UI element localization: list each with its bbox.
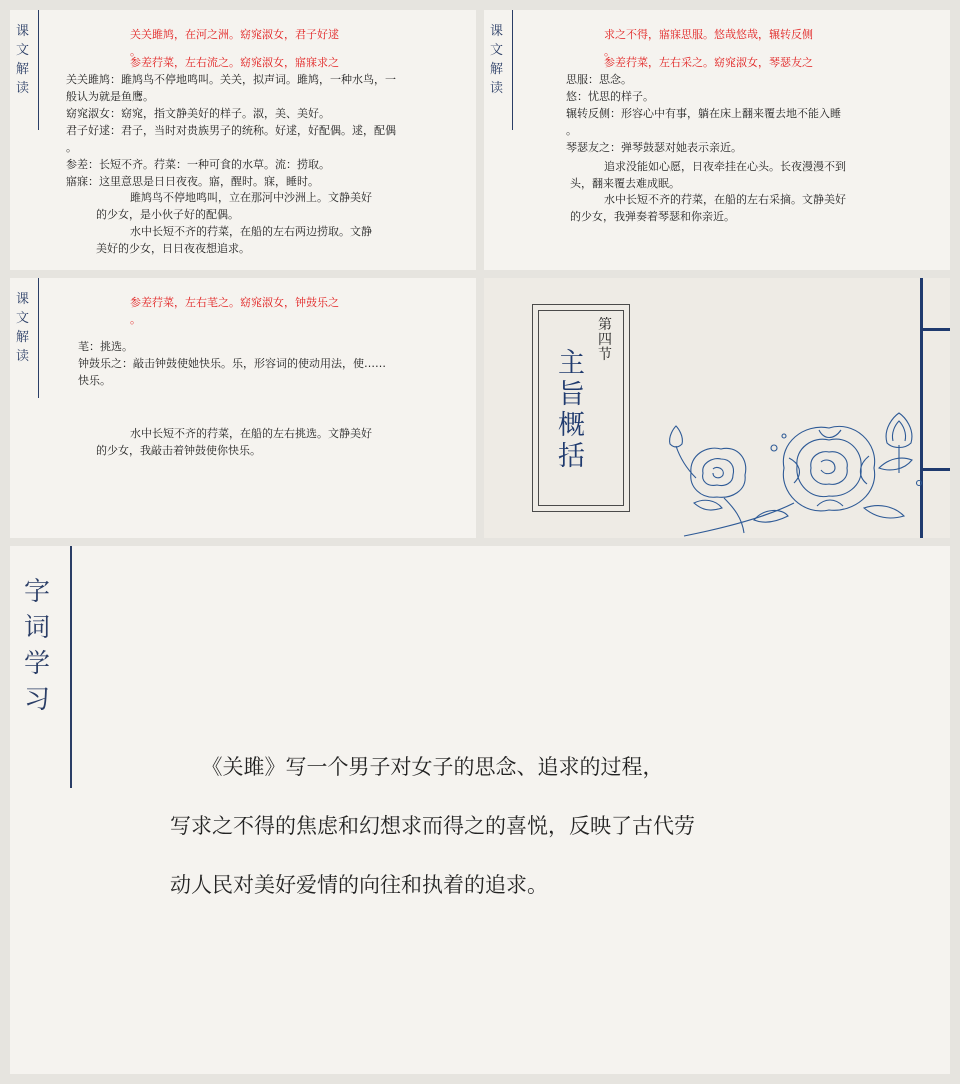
annotation-line: 快乐。 xyxy=(78,374,111,387)
annotation-line: 的少女，是小伙子好的配偶。 xyxy=(96,208,239,221)
annotation-line: 芼：挑选。 xyxy=(78,340,133,353)
side-divider xyxy=(38,278,39,398)
annotation-line: 雎鸠鸟不停地鸣叫，立在那河中沙洲上。文静美好 xyxy=(130,191,372,204)
annotation-line: 头，翻来覆去难成眠。 xyxy=(570,177,680,190)
side-label-text: 课文解读 xyxy=(16,24,30,96)
annotation-line: 。 xyxy=(566,124,577,137)
poem-line: 求之不得，寤寐思服。悠哉悠哉，辗转反侧 xyxy=(604,28,813,41)
slide-1 xyxy=(10,10,476,270)
annotation-line: 君子好逑：君子，当时对贵族男子的统称。好逑，好配偶。逑，配偶 xyxy=(66,124,396,137)
annotation-line: 般认为就是鱼鹰。 xyxy=(66,90,154,103)
poem-line: 。 xyxy=(604,45,615,58)
annotation-line: 。 xyxy=(66,141,77,154)
right-border-tick xyxy=(920,328,950,331)
annotation-line: 的少女，我弹奏着琴瑟和你亲近。 xyxy=(570,210,735,223)
annotation-line: 琴瑟友之：弹琴鼓瑟对她表示亲近。 xyxy=(566,141,742,154)
slide-main xyxy=(10,546,950,1074)
section-title: 主旨概括 xyxy=(558,348,585,472)
poem-line: 参差荇菜，左右采之。窈窕淑女，琴瑟友之 xyxy=(604,56,813,69)
slide-section-title xyxy=(484,278,950,538)
side-divider xyxy=(38,10,39,130)
annotation-line: 思服：思念。 xyxy=(566,73,632,86)
annotation-line: 水中长短不齐的荇菜，在船的左右挑选。文静美好 xyxy=(130,427,372,440)
slide-3 xyxy=(10,278,476,538)
annotation-line: 追求没能如心愿，日夜牵挂在心头。长夜漫漫不到 xyxy=(604,160,846,173)
peony-flower-illustration-icon xyxy=(664,408,934,538)
summary-line: 写求之不得的焦虑和幻想求而得之的喜悦，反映了古代劳 xyxy=(170,814,695,838)
summary-line: 动人民对美好爱情的向往和执着的追求。 xyxy=(170,873,548,897)
annotation-line: 钟鼓乐之：敲击钟鼓使她快乐。乐，形容词的使动用法，使…… xyxy=(78,357,386,370)
poem-line: 。 xyxy=(130,313,141,326)
poem-line: 。 xyxy=(130,45,141,58)
side-label-text: 课文解读 xyxy=(16,292,30,364)
annotation-line: 参差：长短不齐。荇菜：一种可食的水草。流：捞取。 xyxy=(66,158,330,171)
annotation-line: 窈窕淑女：窈窕，指文静美好的样子。淑，美、美好。 xyxy=(66,107,330,120)
summary-line: 《关雎》写一个男子对女子的思念、追求的过程， xyxy=(170,755,664,779)
annotation-line: 的少女，我敲击着钟鼓使你快乐。 xyxy=(96,444,261,457)
section-number: 第四节 xyxy=(598,317,612,363)
slide-2 xyxy=(484,10,950,270)
poem-line: 关关雎鸠，在河之洲。窈窕淑女，君子好逑 xyxy=(130,28,339,41)
annotation-line: 美好的少女，日日夜夜想追求。 xyxy=(96,242,250,255)
annotation-line: 关关雎鸠：雎鸠鸟不停地鸣叫。关关，拟声词。雎鸠，一种水鸟，一 xyxy=(66,73,396,86)
annotation-line: 水中长短不齐的荇菜，在船的左右两边捞取。文静 xyxy=(130,225,372,238)
side-divider xyxy=(70,546,72,788)
poem-line: 参差荇菜，左右流之。窈窕淑女，寤寐求之 xyxy=(130,56,339,69)
side-label-text: 字词学习 xyxy=(24,577,51,715)
annotation-line: 水中长短不齐的荇菜，在船的左右采摘。文静美好 xyxy=(604,193,846,206)
summary-paragraph xyxy=(170,738,890,915)
annotation-line: 辗转反侧：形容心中有事，躺在床上翻来覆去地不能入睡 xyxy=(566,107,841,120)
annotation-line: 悠：忧思的样子。 xyxy=(566,90,654,103)
poem-line: 参差荇菜，左右芼之。窈窕淑女，钟鼓乐之 xyxy=(130,296,339,309)
side-divider xyxy=(512,10,513,130)
side-label-text: 课文解读 xyxy=(490,24,504,96)
annotation-line: 寤寐：这里意思是日日夜夜。寤，醒时。寐，睡时。 xyxy=(66,175,319,188)
